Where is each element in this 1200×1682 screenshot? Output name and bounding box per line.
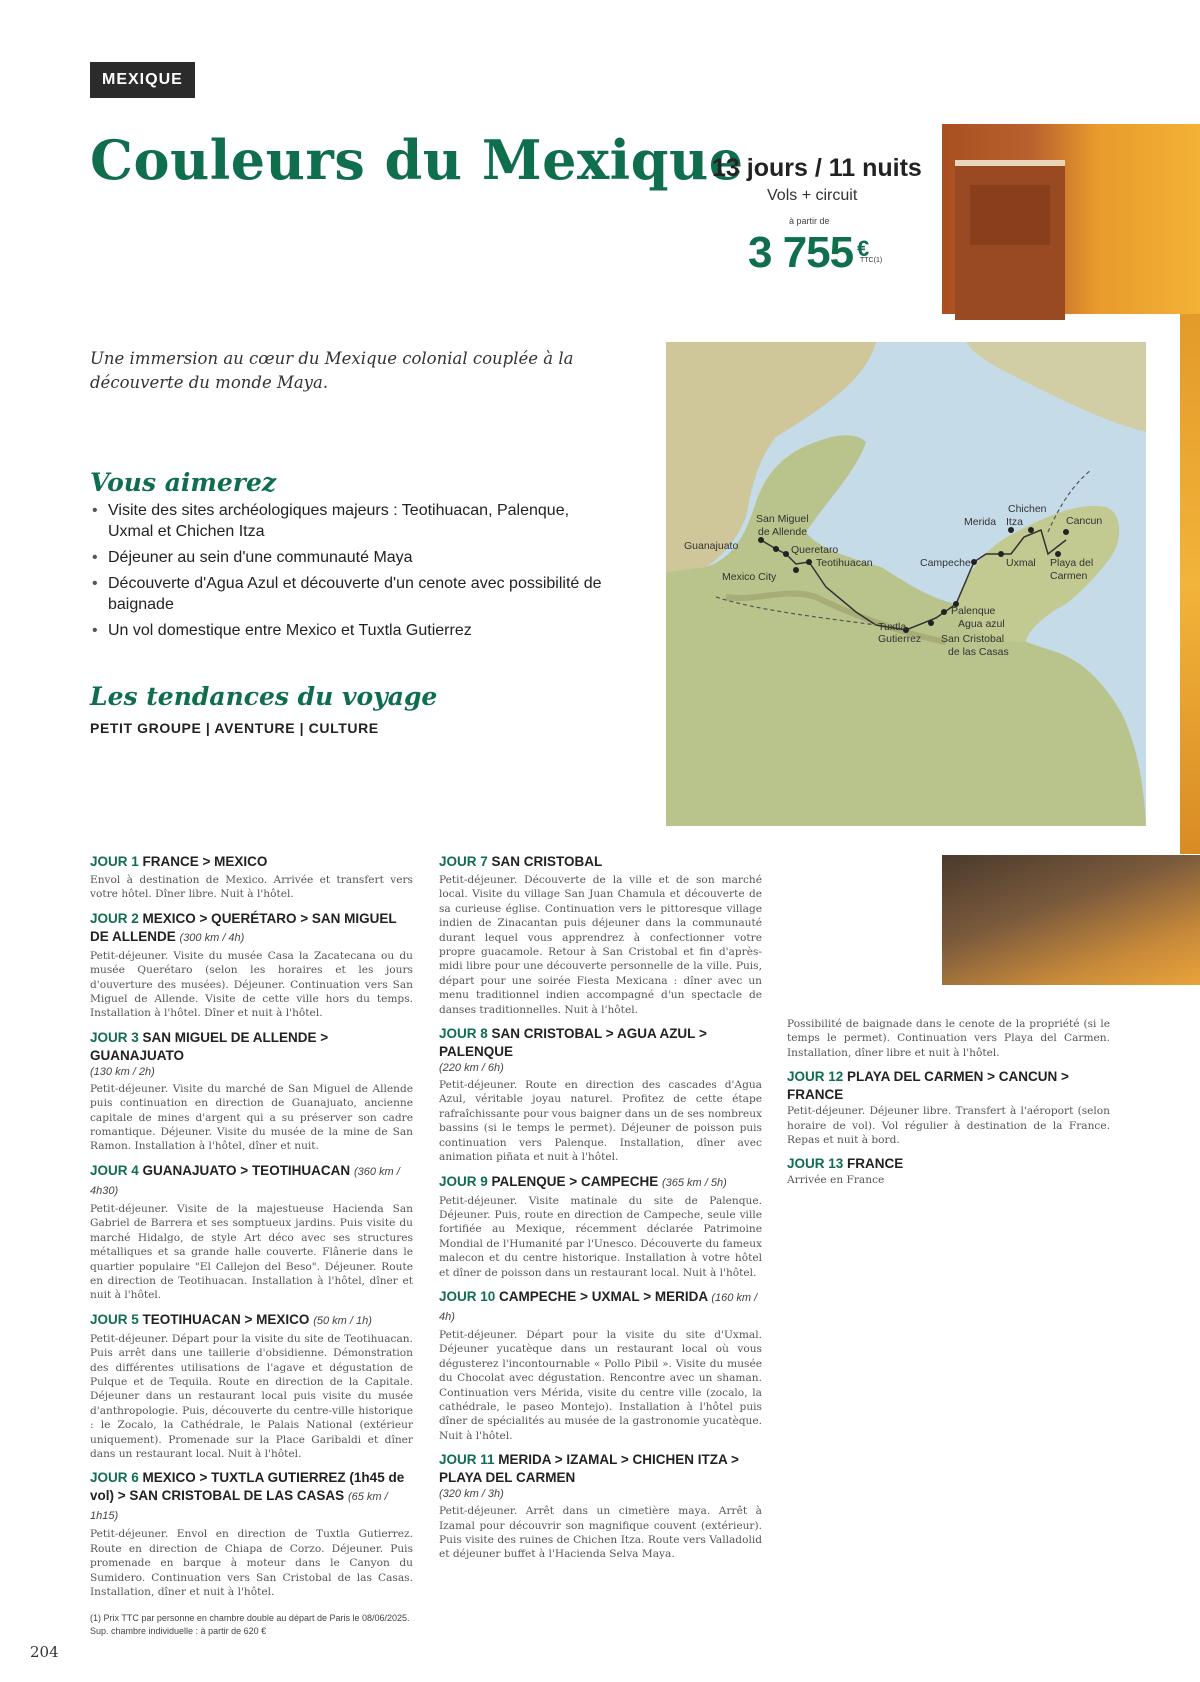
- day-text: Petit-déjeuner. Envol en direction de Tuxtla Gutierrez. Route en direction de Chiapa de Corzo. Déjeuner. Puis promenade en barque à moteur dans le Canyon du Sumidero. Continuation vers San Cristobal de las Casas. Installation, dîner et nuit à l'hôtel.: [90, 1528, 413, 1598]
- day-distance: (300 km / 4h): [179, 931, 245, 944]
- day-route: GUANAJUATO > TEOTIHUACAN: [142, 1162, 351, 1178]
- map-label-de-las-casas: de las Casas: [948, 646, 1009, 658]
- map-dot-san-miguel: [773, 546, 779, 552]
- day-heading: [90, 1311, 413, 1330]
- day-number: JOUR 9: [439, 1173, 488, 1189]
- map-dot-uxmal: [998, 551, 1004, 557]
- map-label-tuxtla: Tuxtla: [878, 621, 907, 633]
- day-1: [90, 853, 413, 902]
- trends-tags: PETIT GROUPE | AVENTURE | CULTURE: [90, 720, 379, 736]
- day-8: [439, 1025, 762, 1164]
- map-label-de-allende: de Allende: [758, 526, 808, 538]
- day-number: JOUR 2: [90, 910, 139, 926]
- likes-list: [90, 500, 610, 646]
- day-route: SAN MIGUEL DE ALLENDE > GUANAJUATO: [90, 1029, 329, 1063]
- day-13: [787, 1155, 1110, 1187]
- day-route: TEOTIHUACAN > MEXICO: [142, 1311, 310, 1327]
- day-heading: [439, 1025, 762, 1076]
- day-text: Petit-déjeuner. Visite matinale du site de Palenque. Déjeuner. Puis, route en direction de Campeche, seule ville fortifiée au Mexique, récemment déclarée Patrimoine Mondial de l'Humanité par l'Unesco. Découverte du fameux malecon et du centre historique. Installation à votre hôtel et dîner de poisson dans un restaurant local. Nuit à l'hôtel.: [439, 1194, 762, 1279]
- day-number: JOUR 5: [90, 1311, 139, 1327]
- day-text: Petit-déjeuner. Départ pour la visite du site de Teotihuacan. Puis arrêt dans une taillerie d'obsidienne. Démonstration des différentes utilisations de l'agave et dégustation de Pulque et de Tequila. Route en direction de la Capitale. Déjeuner dans un restaurant local puis visite du musée d'anthropologie. Puis, découverte du centre-ville historique : le Zocalo, la Cathédrale, le Palais National (extérieur uniquement). Promenade sur la Place Garibaldi et dîner dans un restaurant local. Nuit à l'hôtel.: [90, 1332, 413, 1460]
- day-heading: [787, 1155, 1110, 1173]
- likes-item: • Déjeuner au sein d'une communauté Maya: [90, 547, 610, 568]
- map-label-queretaro: Queretaro: [791, 544, 839, 556]
- day-number: JOUR 3: [90, 1029, 139, 1045]
- map-label-cancun: Cancun: [1066, 515, 1103, 527]
- day-number: JOUR 12: [787, 1069, 844, 1085]
- day-route: MEXICO > QUERÉTARO > SAN MIGUEL DE ALLENDE: [90, 910, 397, 944]
- footnote-line: Sup. chambre individuelle : à partir de 620 €: [90, 1626, 267, 1636]
- map-label-agua-azul: Agua azul: [958, 618, 1005, 630]
- day-number: JOUR 6: [90, 1470, 139, 1486]
- itinerary-column-2: [439, 853, 762, 1570]
- day-7: [439, 853, 762, 1017]
- day-9: [439, 1173, 762, 1280]
- likes-item: • Visite des sites archéologiques majeurs : Teotihuacan, Palenque, Uxmal et Chichen Itza: [90, 500, 610, 542]
- day-3: [90, 1029, 413, 1154]
- day-distance: (65 km / 1h15): [90, 1491, 388, 1523]
- map-label-carmen: Carmen: [1050, 570, 1088, 582]
- day-distance: (365 km / 5h): [661, 1176, 727, 1189]
- map-label-campeche: Campeche: [920, 557, 971, 569]
- day-distance: (130 km / 2h): [90, 1065, 155, 1078]
- day-text: Petit-déjeuner. Déjeuner libre. Transfert à l'aéroport (selon horaire de vol). Vol régulier à destination de la France. Repas et nuit à bord.: [787, 1105, 1110, 1147]
- day-route: PALENQUE > CAMPECHE: [491, 1173, 659, 1189]
- day-distance: (360 km / 4h30): [90, 1165, 400, 1197]
- day-text: Petit-déjeuner. Visite du marché de San Miguel de Allende puis continuation en direction de Guanajuato, ancienne capitale de mines d'argent qui a su préserver son cadre romantique. Déjeuner. Visite du musée de la mine de San Ramon. Installation à l'hôtel, dîner et nuit.: [90, 1082, 413, 1153]
- price-footnote: [90, 1612, 410, 1638]
- day-heading: [439, 1288, 762, 1326]
- map-dot-agua-azul: [941, 609, 947, 615]
- photo-door-panel: [970, 185, 1050, 245]
- day-number: JOUR 8: [439, 1026, 488, 1042]
- day-text: Arrivée en France: [787, 1174, 885, 1187]
- day-heading: [90, 910, 413, 947]
- day-route: FRANCE: [847, 1156, 904, 1172]
- map-label-mexico-city: Mexico City: [722, 571, 777, 583]
- footnote-line: (1) Prix TTC par personne en chambre double au départ de Paris le 08/06/2025.: [90, 1613, 410, 1623]
- route-map-svg: [666, 342, 1146, 826]
- map-label-uxmal: Uxmal: [1006, 557, 1036, 569]
- price-amount: 3 755: [748, 228, 854, 277]
- day-text: Petit-déjeuner. Arrêt dans un cimetière maya. Arrêt à Izamal pour découvrir son magnifique couvent (extérieur). Puis visite des ruines de Chichen Itza. Route vers Valladolid et déjeuner buffet à l'Hacienda Selva Maya.: [439, 1505, 762, 1561]
- day-heading: [439, 1451, 762, 1502]
- day-heading: [90, 1162, 413, 1200]
- itinerary-column-3: [787, 1017, 1110, 1196]
- day-heading: [787, 1068, 1110, 1104]
- day-distance: (220 km / 6h): [439, 1062, 504, 1075]
- day-text: Petit-déjeuner. Route en direction des cascades d'Agua Azul, véritable joyau naturel. Profitez de cette étape rafraîchissante pour vous baigner dans un de ses nombreux bassins (si le temps le permet). Déjeuner de poisson puis continuation vers Palenque. Installation, dîner avec animation piñata et nuit à l'hôtel.: [439, 1079, 762, 1164]
- map-label-gutierrez: Gutierrez: [878, 633, 922, 645]
- map-label-san-cristobal: San Cristobal: [941, 633, 1005, 645]
- map-dot-teotihuacan: [806, 559, 812, 565]
- day-heading: [90, 1469, 413, 1525]
- trends-heading: Les tendances du voyage: [90, 682, 438, 711]
- photo-street-scene: [942, 855, 1200, 985]
- day-text: Petit-déjeuner. Visite du musée Casa la Zacatecana ou du musée Querétaro (selon les horaires et les jours d'ouverture des musées). Déjeuner. Continuation vers San Miguel de Allende. Visite de cette ville hors du temps. Installation à l'hôtel. Dîner et nuit à l'hôtel.: [90, 949, 413, 1020]
- day-2: [90, 910, 413, 1021]
- day-route: MERIDA > IZAMAL > CHICHEN ITZA > PLAYA DEL CARMEN: [439, 1452, 739, 1486]
- day-5: [90, 1311, 413, 1462]
- likes-item: • Découverte d'Agua Azul et découverte d'un cenote avec possibilité de baignade: [90, 573, 610, 615]
- day-distance: (50 km / 1h): [313, 1314, 372, 1327]
- day-heading: [439, 853, 762, 871]
- day-heading: [90, 1029, 413, 1080]
- day-heading: [439, 1173, 762, 1192]
- map-label-merida: Merida: [964, 516, 997, 528]
- trip-formula: Vols + circuit: [767, 187, 858, 204]
- map-dot-cancun: [1063, 529, 1069, 535]
- day-text: Petit-déjeuner. Visite de la majestueuse Hacienda San Gabriel de Barrera et ses somptueux jardins. Puis visite du marché Hidalgo, de style Art déco avec ses structures métalliques et sa grande halle couverte. Flânerie dans le quartier populaire "El Callejon del Beso". Déjeuner. Route en direction de Teotihuacan. Installation à l'hôtel, dîner et nuit à l'hôtel.: [90, 1202, 413, 1302]
- intro-text: Une immersion au cœur du Mexique colonial couplée à la découverte du monde Maya.: [90, 349, 574, 392]
- day-11: [439, 1451, 762, 1562]
- day-route: CAMPECHE > UXMAL > MERIDA: [499, 1288, 708, 1304]
- day-number: JOUR 7: [439, 854, 488, 869]
- map-label-palenque: Palenque: [951, 605, 996, 617]
- day-distance: (160 km / 4h): [439, 1291, 758, 1323]
- day-11-continued: Possibilité de baignade dans le cenote de la propriété (si le temps le permet). Continuation vers Playa del Carmen. Installation, dîner libre et nuit à l'hôtel.: [787, 1018, 1110, 1059]
- day-route: PLAYA DEL CARMEN > CANCUN > FRANCE: [787, 1069, 1069, 1103]
- map-label-chichen: Chichen: [1008, 503, 1047, 515]
- day-route: SAN CRISTOBAL: [491, 854, 603, 869]
- itinerary-column-1: [90, 853, 413, 1607]
- day-number: JOUR 1: [90, 854, 139, 869]
- day-route: FRANCE > MEXICO: [142, 854, 268, 869]
- day-text: Petit-déjeuner. Départ pour la visite du site d'Uxmal. Déjeuner yucatèque dans un restaurant local où vous dégusterez l'incontournable « Pollo Pibil ». Visite du musée du Chocolat avec dégustation. Rencontre avec un shaman. Continuation vers Mérida, visite du centre ville (zocalo, la cathédrale, le paseo Montejo). Installation à l'hôtel puis dîner de spécialités au musée de la gastronomie yucatèque. Nuit à l'hôtel.: [439, 1328, 762, 1442]
- map-label-teotihuacan: Teotihuacan: [816, 557, 873, 569]
- country-badge: MEXIQUE: [90, 62, 195, 98]
- day-10: [439, 1288, 762, 1443]
- price-from-label: à partir de: [789, 216, 830, 226]
- day-text: Envol à destination de Mexico. Arrivée et transfert vers votre hôtel. Dîner libre. Nuit à l'hôtel.: [90, 874, 413, 901]
- photo-yellow-wall: [1180, 314, 1200, 854]
- page-title: Couleurs du Mexique: [90, 128, 744, 192]
- trip-duration: 13 jours / 11 nuits: [712, 154, 922, 182]
- day-6: [90, 1469, 413, 1599]
- day-route: SAN CRISTOBAL > AGUA AZUL > PALENQUE: [439, 1026, 707, 1060]
- day-number: JOUR 13: [787, 1156, 844, 1172]
- day-distance: (320 km / 3h): [439, 1488, 504, 1501]
- day-4: [90, 1162, 413, 1303]
- map-dot-mexico-city: [793, 567, 799, 573]
- map-dot-campeche: [971, 559, 977, 565]
- day-number: JOUR 11: [439, 1452, 495, 1468]
- day-number: JOUR 10: [439, 1288, 496, 1304]
- map-label-san-miguel: San Miguel: [756, 513, 809, 525]
- map-dot-chichen: [1028, 527, 1034, 533]
- map-label-guanajuato: Guanajuato: [684, 540, 739, 552]
- map-label-itza: Itza: [1006, 516, 1023, 528]
- day-route: MEXICO > TUXTLA GUTIERREZ (1h45 de vol) > SAN CRISTOBAL DE LAS CASAS: [90, 1470, 405, 1504]
- price-currency: €: [857, 236, 870, 261]
- map-label-playa-del: Playa del: [1050, 557, 1094, 569]
- map-dot-san-cristobal: [928, 620, 934, 626]
- likes-heading: Vous aimerez: [90, 468, 277, 497]
- page-number: 204: [30, 1643, 59, 1661]
- day-text: Petit-déjeuner. Découverte de la ville et de son marché local. Visite du village San Juan Chamula et découverte de sa curieuse église. Continuation vers le pittoresque village indien de Zinacantan puis déjeuner dans la communauté durant lequel vous apprendrez à confectionner votre propre guacamole. Retour à San Cristobal et fin d'après-midi libre pour une découverte personnelle de la ville. Puis, départ pour une soirée Fiesta Mexicana : dîner avec un menu traditionnel indien accompagné d'un spectacle de danses traditionnelles. Nuit à l'hôtel.: [439, 874, 762, 1016]
- day-12: [787, 1068, 1110, 1147]
- day-heading: [90, 853, 413, 871]
- likes-item: • Un vol domestique entre Mexico et Tuxtla Gutierrez: [90, 620, 610, 641]
- map-dot-queretaro: [783, 551, 789, 557]
- route-map: [666, 342, 1146, 826]
- day-number: JOUR 4: [90, 1162, 139, 1178]
- price-ttc-note: TTC(1): [860, 257, 883, 264]
